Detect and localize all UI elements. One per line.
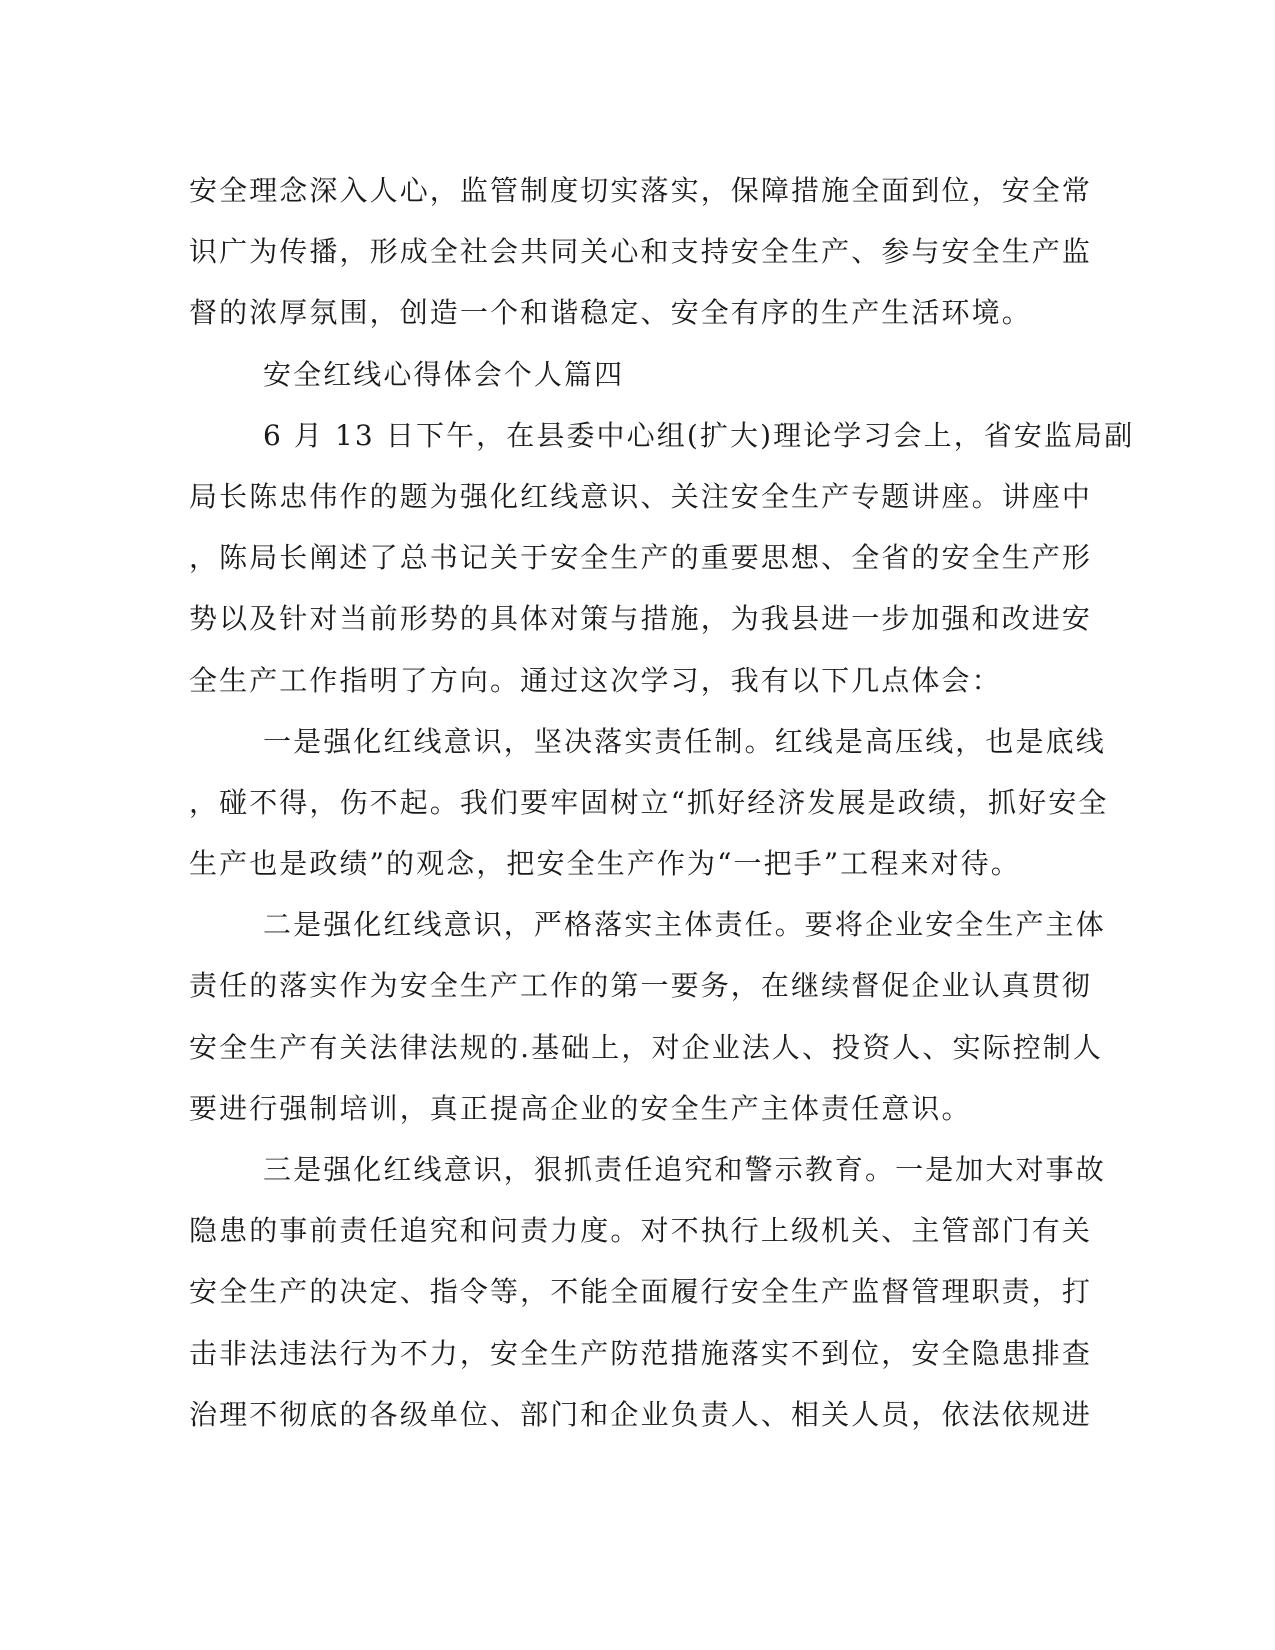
text-line: ，陈局长阐述了总书记关于安全生产的重要思想、全省的安全生产形	[189, 541, 1093, 575]
text-line: 势以及针对当前形势的具体对策与措施，为我县进一步加强和改进安	[189, 602, 1093, 636]
text-line: 三是强化红线意识，狠抓责任追究和警示教育。一是加大对事故	[263, 1153, 1106, 1186]
text-line: 二是强化红线意识，严格落实主体责任。要将企业安全生产主体	[263, 908, 1106, 942]
text-line: 一是强化红线意识，坚决落实责任制。红线是高压线，也是底线	[263, 724, 1106, 758]
text-line: 安全理念深入人心，监管制度切实落实，保障措施全面到位，安全常	[189, 174, 1093, 207]
text-line: 全生产工作指明了方向。通过这次学习，我有以下几点体会：	[189, 663, 1002, 697]
text-line: 击非法违法行为不力，安全生产防范措施落实不到位，安全隐患排查	[189, 1336, 1093, 1370]
text-line: 局长陈忠伟作的题为强化红线意识、关注安全生产专题讲座。讲座中	[189, 479, 1093, 513]
text-line: 隐患的事前责任追究和问责力度。对不执行上级机关、主管部门有关	[189, 1214, 1093, 1248]
text-line: 治理不彻底的各级单位、部门和企业负责人、相关人员，依法依规进	[189, 1397, 1093, 1431]
document-body	[189, 160, 1135, 1445]
section-heading: 安全红线心得体会个人篇四	[263, 357, 625, 391]
text-line: 生产也是政绩”的观念，把安全生产作为“一把手”工程来对待。	[189, 847, 1021, 881]
text-line: 督的浓厚氛围，创造一个和谐稳定、安全有序的生产生活环境。	[189, 296, 1032, 330]
text-line: 6 月 13 日下午，在县委中心组(扩大)理论学习会上，省安监局副	[263, 418, 1135, 452]
text-line: 责任的落实作为安全生产工作的第一要务，在继续督促企业认真贯彻	[189, 969, 1093, 1003]
text-line: 安全生产有关法律法规的.基础上，对企业法人、投资人、实际控制人	[189, 1030, 1104, 1064]
text-line: 要进行强制培训，真正提高企业的安全生产主体责任意识。	[189, 1091, 972, 1125]
text-line: ，碰不得，伤不起。我们要牢固树立“抓好经济发展是政绩，抓好安全	[189, 785, 1109, 819]
text-line: 识广为传播，形成全社会共同关心和支持安全生产、参与安全生产监	[189, 235, 1093, 269]
text-line: 安全生产的决定、指令等，不能全面履行安全生产监督管理职责，打	[189, 1275, 1093, 1309]
